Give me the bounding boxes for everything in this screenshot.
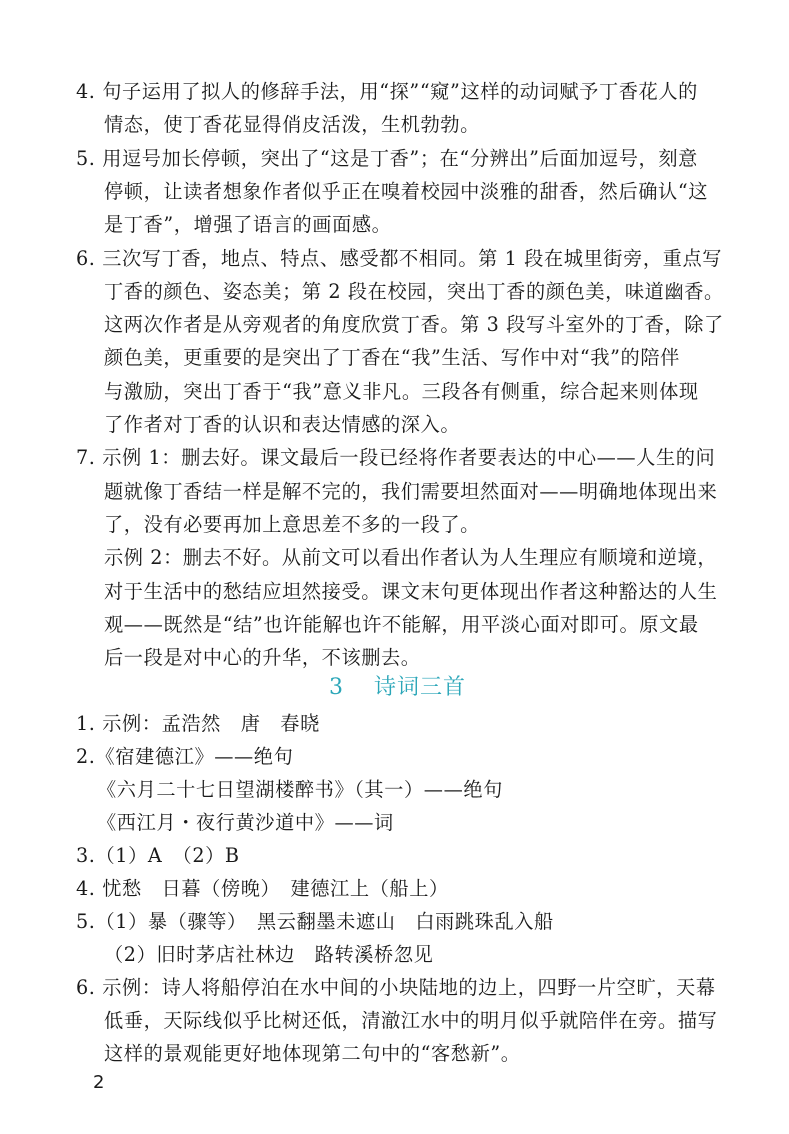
text-line: 5. 用逗号加长停顿，突出了“这是丁香”；在“分辨出”后面加逗号，刻意 [76, 147, 698, 170]
text-line: 1. 示例：孟浩然 唐 春晓 [76, 712, 320, 735]
text-line: 《六月二十七日望湖楼醉书》（其一）——绝句 [97, 778, 503, 801]
section-heading [329, 674, 466, 702]
text-line: 后一段是对中心的升华，不该删去。 [104, 646, 421, 669]
section-title: 诗词三首 [374, 675, 467, 700]
text-line: 5.（1）暴（骤等） 黑云翻墨未遮山 白雨跳珠乱入船 [76, 910, 554, 933]
text-line: 对于生活中的愁结应坦然接受。课文末句更体现出作者这种豁达的人生 [104, 580, 718, 603]
page-number: 2 [93, 1072, 105, 1093]
text-line: 丁香的颜色、姿态美；第 2 段在校园，突出丁香的颜色美，味道幽香。 [104, 280, 724, 303]
section-number: 3 [329, 675, 344, 700]
text-line: 这样的景观能更好地体现第二句中的“客愁新”。 [104, 1042, 521, 1065]
text-line: 3.（1）A （2）B [76, 844, 240, 867]
text-line: 了作者对丁香的认识和表达情感的深入。 [104, 413, 461, 436]
text-line: 题就像丁香结一样是解不完的，我们需要坦然面对——明确地体现出来 [104, 480, 718, 503]
text-line: 是丁香”，增强了语言的画面感。 [104, 213, 392, 236]
text-line: 2.《宿建德江》——绝句 [76, 745, 294, 768]
text-line: （2）旧时茅店社林边 路转溪桥忽见 [104, 943, 434, 966]
text-line: 低垂，天际线似乎比树还低，清澈江水中的明月似乎就陪伴在旁。描写 [104, 1009, 718, 1032]
text-line: 6. 三次写丁香，地点、特点、感受都不相同。第 1 段在城里街旁，重点写 [76, 247, 723, 270]
text-line: 颜色美，更重要的是突出了丁香在“我”生活、写作中对“我”的陪伴 [104, 346, 680, 369]
text-line: 情态，使丁香花显得俏皮活泼，生机勃勃。 [104, 113, 480, 136]
text-line: 6. 示例：诗人将船停泊在水中间的小块陆地的边上，四野一片空旷，天幕 [76, 976, 716, 999]
text-line: 停顿，让读者想象作者似乎正在嗅着校园中淡雅的甜香，然后确认“这 [104, 180, 709, 203]
text-line: 4. 忧愁 日暮（傍晚） 建德江上（船上） [76, 877, 449, 900]
text-line: 7. 示例 1：删去好。课文最后一段已经将作者要表达的中心——人生的问 [76, 446, 716, 469]
text-line: 《西江月・夜行黄沙道中》——词 [97, 811, 394, 834]
text-line: 了，没有必要再加上意思差不多的一段了。 [104, 513, 480, 536]
text-line: 示例 2：删去不好。从前文可以看出作者认为人生理应有顺境和逆境， [104, 546, 718, 569]
text-line: 4. 句子运用了拟人的修辞手法，用“探”“窥”这样的动词赋予丁香花人的 [76, 80, 698, 103]
text-line: 观——既然是“结”也许能解也许不能解，用平淡心面对即可。原文最 [104, 613, 699, 636]
text-line: 与激励，突出丁香于“我”意义非凡。三段各有侧重，综合起来则体现 [104, 380, 699, 403]
text-line: 这两次作者是从旁观者的角度欣赏丁香。第 3 段写斗室外的丁香，除了 [104, 313, 724, 336]
